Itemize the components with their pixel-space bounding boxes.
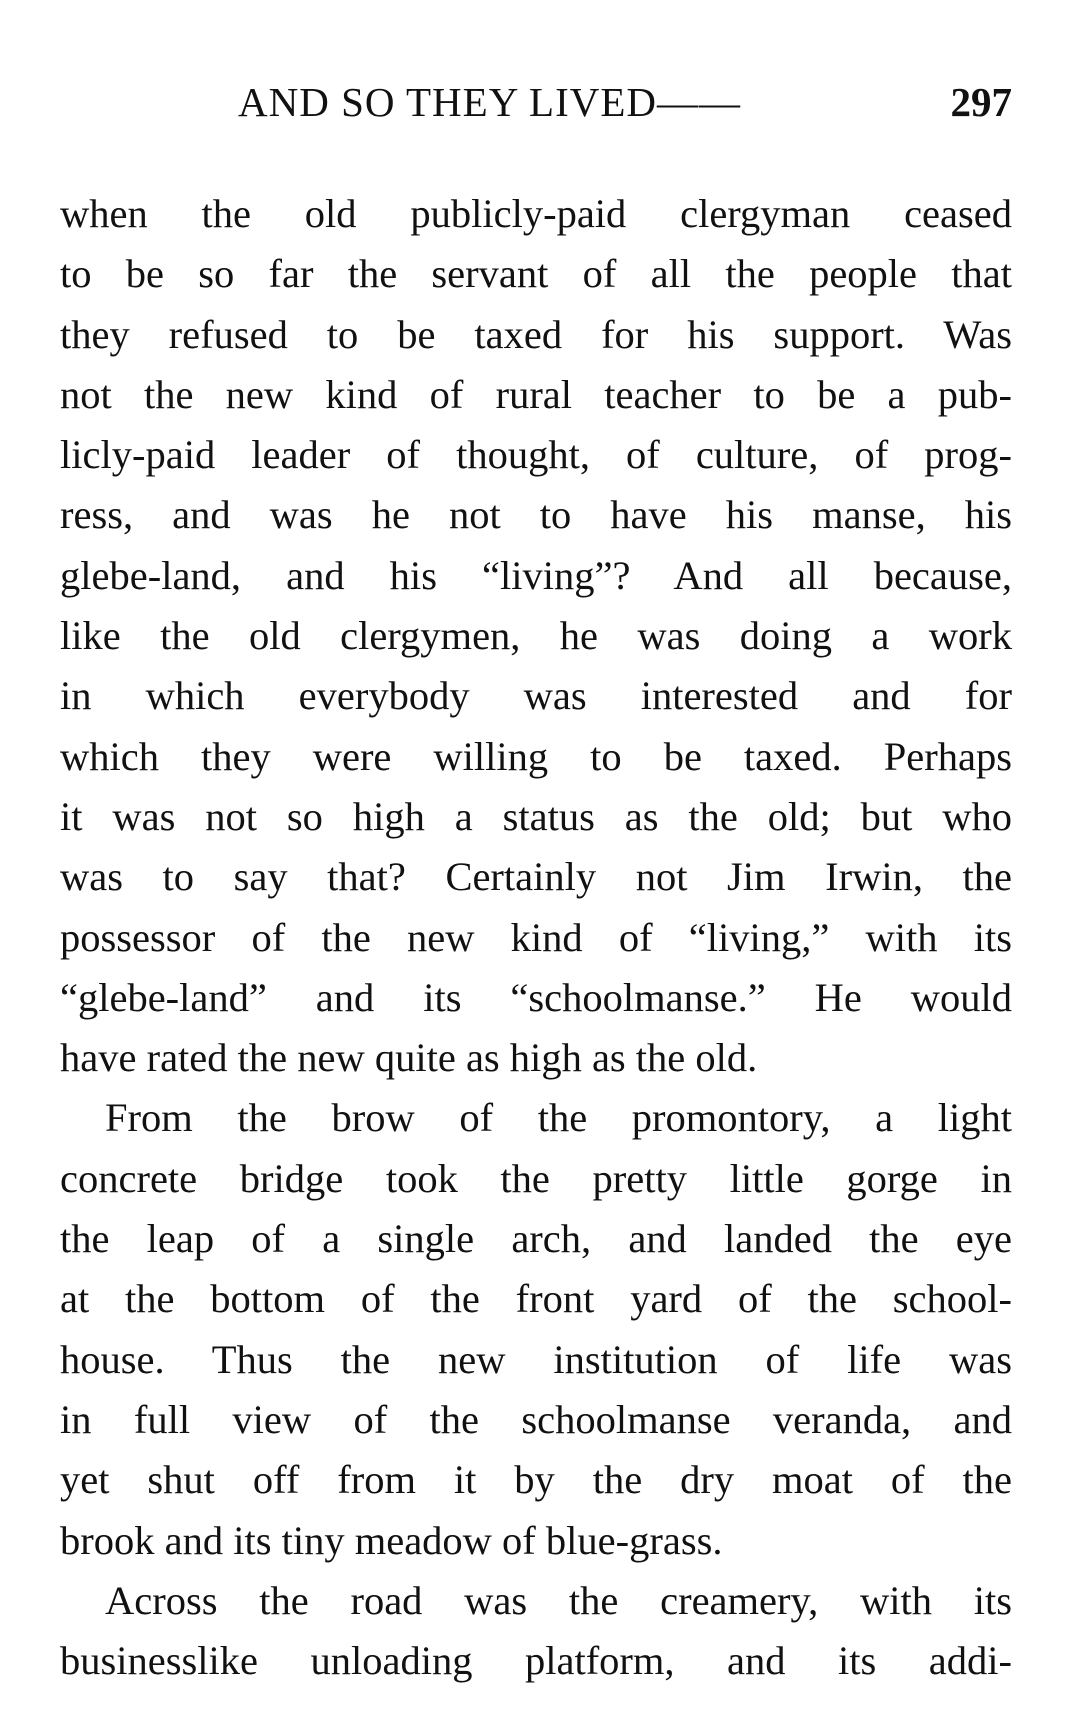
text-line: concrete bridge took the pretty little gorge in (60, 1155, 1012, 1201)
text-line: glebe-land, and his “living”? And all because, (60, 552, 1012, 598)
text-line: they refused to be taxed for his support. Was (60, 311, 1012, 357)
text-line: businesslike unloading platform, and its addi- (60, 1638, 1012, 1684)
text-line: possessor of the new kind of “living,” with its (60, 914, 1012, 960)
text-line: was to say that? Certainly not Jim Irwin, the (60, 854, 1012, 900)
paragraph (60, 184, 1012, 1088)
text-line: brook and its tiny meadow of blue-grass. (60, 1517, 723, 1563)
text-line: house. Thus the new institution of life was (60, 1336, 1012, 1382)
text-line: in full view of the schoolmanse veranda, and (60, 1396, 1012, 1442)
running-title: AND SO THEY LIVED—— (238, 79, 741, 125)
text-line: yet shut off from it by the dry moat of the (60, 1457, 1012, 1503)
text-line: to be so far the servant of all the people that (60, 251, 1012, 297)
text-line: which they were willing to be taxed. Perhaps (60, 733, 1012, 779)
text-line: licly-paid leader of thought, of culture, of prog- (60, 432, 1012, 478)
text-line: have rated the new quite as high as the old. (60, 1035, 758, 1081)
text-line: at the bottom of the front yard of the school- (60, 1276, 1012, 1322)
text-line: From the brow of the promontory, a light (105, 1095, 1012, 1141)
text-line: the leap of a single arch, and landed the eye (60, 1216, 1012, 1262)
text-line: like the old clergymen, he was doing a work (60, 613, 1012, 659)
paragraph (60, 1088, 1012, 1570)
running-head (60, 78, 1012, 128)
text-line: it was not so high a status as the old; but who (60, 793, 1012, 839)
text-line: Across the road was the creamery, with its (105, 1577, 1012, 1623)
paragraph (60, 1571, 1012, 1692)
text-line: not the new kind of rural teacher to be a pub- (60, 371, 1012, 417)
text-line: ress, and was he not to have his manse, his (60, 492, 1012, 538)
text-line: when the old publicly-paid clergyman ceased (60, 191, 1012, 236)
body-text (60, 184, 1012, 1691)
page-number: 297 (950, 79, 1012, 125)
text-line: in which everybody was interested and for (60, 673, 1012, 719)
text-line: “glebe-land” and its “schoolmanse.” He would (60, 974, 1012, 1020)
